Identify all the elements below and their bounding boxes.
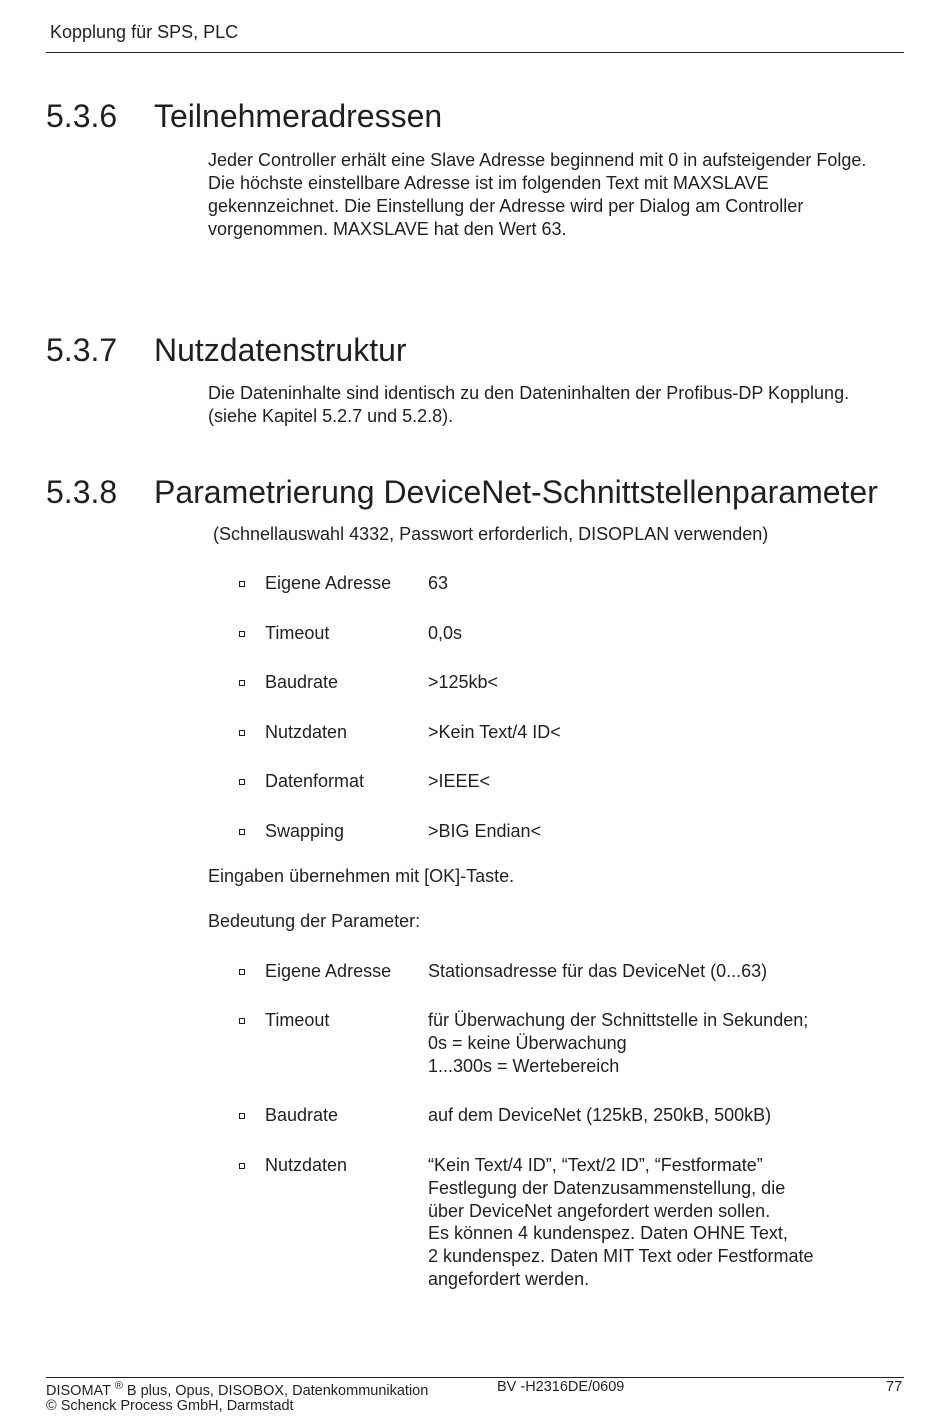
bullet-square-icon: [239, 829, 245, 835]
bullet-square-icon: [239, 1018, 245, 1024]
bullet-square-icon: [239, 1113, 245, 1119]
footer-product-rest: B plus, Opus, DISOBOX, Datenkommunikation: [122, 1382, 429, 1399]
footer-doc-id: BV -H2316DE/0609: [497, 1379, 625, 1395]
setting-value: >BIG Endian<: [428, 821, 542, 841]
registered-mark: ®: [114, 1380, 123, 1392]
meaning-line: angefordert werden.: [428, 1269, 590, 1289]
meaning-label: Nutzdaten: [265, 1155, 348, 1175]
bullet-square-icon: [239, 779, 245, 785]
paragraph-line: (siehe Kapitel 5.2.7 und 5.2.8).: [208, 406, 454, 426]
meaning-label: Baudrate: [265, 1105, 339, 1125]
meaning-label: Timeout: [265, 1010, 330, 1030]
setting-label: Nutzdaten: [265, 722, 348, 742]
bullet-square-icon: [239, 680, 245, 686]
meaning-label: Eigene Adresse: [265, 961, 392, 981]
meaning-heading: Bedeutung der Parameter:: [208, 911, 421, 931]
meaning-line: Festlegung der Datenzusammenstellung, die: [428, 1178, 786, 1198]
paragraph-line: Jeder Controller erhält eine Slave Adresse beginnend mit 0 in aufsteigender Folge.: [208, 150, 867, 170]
footer-copyright: © Schenck Process GmbH, Darmstadt: [46, 1398, 294, 1414]
setting-label: Eigene Adresse: [265, 573, 392, 593]
section-number: 5.3.7: [46, 332, 118, 368]
setting-label: Baudrate: [265, 672, 339, 692]
header-rule: [46, 52, 904, 53]
section-title: Parametrierung DeviceNet-Schnittstellenparameter: [154, 474, 878, 510]
bullet-square-icon: [239, 730, 245, 736]
setting-value: 0,0s: [428, 623, 463, 643]
paragraph-line: gekennzeichnet. Die Einstellung der Adresse wird per Dialog am Controller: [208, 196, 804, 216]
page-number: 77: [886, 1379, 903, 1395]
meaning-line: Stationsadresse für das DeviceNet (0...63): [428, 961, 768, 981]
meaning-line: “Kein Text/4 ID”, “Text/2 ID”, “Festformate”: [428, 1155, 763, 1175]
paragraph-line: Die höchste einstellbare Adresse ist im folgenden Text mit MAXSLAVE: [208, 173, 769, 193]
section-title: Nutzdatenstruktur: [154, 332, 407, 368]
bullet-square-icon: [239, 631, 245, 637]
meaning-line: 0s = keine Überwachung: [428, 1033, 627, 1053]
running-header: Kopplung für SPS, PLC: [50, 22, 239, 42]
setting-value: >IEEE<: [428, 771, 491, 791]
bullet-square-icon: [239, 1163, 245, 1169]
paragraph-line: Die Dateninhalte sind identisch zu den Dateninhalten der Profibus-DP Kopplung.: [208, 383, 850, 403]
setting-value: >Kein Text/4 ID<: [428, 722, 561, 742]
section-number: 5.3.8: [46, 474, 118, 510]
bullet-square-icon: [239, 581, 245, 587]
meaning-line: für Überwachung der Schnittstelle in Sekunden;: [428, 1010, 809, 1030]
meaning-line: Es können 4 kundenspez. Daten OHNE Text,: [428, 1223, 788, 1243]
confirm-instruction: Eingaben übernehmen mit [OK]-Taste.: [208, 866, 515, 886]
footer-product-name: DISOMAT: [46, 1382, 111, 1399]
setting-value: 63: [428, 573, 449, 593]
section-number: 5.3.6: [46, 98, 118, 134]
meaning-line: 1...300s = Wertebereich: [428, 1056, 620, 1076]
setting-value: >125kb<: [428, 672, 499, 692]
section-title: Teilnehmeradressen: [154, 98, 443, 134]
meaning-line: 2 kundenspez. Daten MIT Text oder Festformate: [428, 1246, 814, 1266]
section-intro: (Schnellauswahl 4332, Passwort erforderlich, DISOPLAN verwenden): [213, 524, 769, 544]
setting-label: Timeout: [265, 623, 330, 643]
meaning-line: über DeviceNet angefordert werden sollen.: [428, 1201, 771, 1221]
setting-label: Datenformat: [265, 771, 365, 791]
bullet-square-icon: [239, 969, 245, 975]
paragraph-line: vorgenommen. MAXSLAVE hat den Wert 63.: [208, 219, 567, 239]
setting-label: Swapping: [265, 821, 345, 841]
meaning-line: auf dem DeviceNet (125kB, 250kB, 500kB): [428, 1105, 772, 1125]
